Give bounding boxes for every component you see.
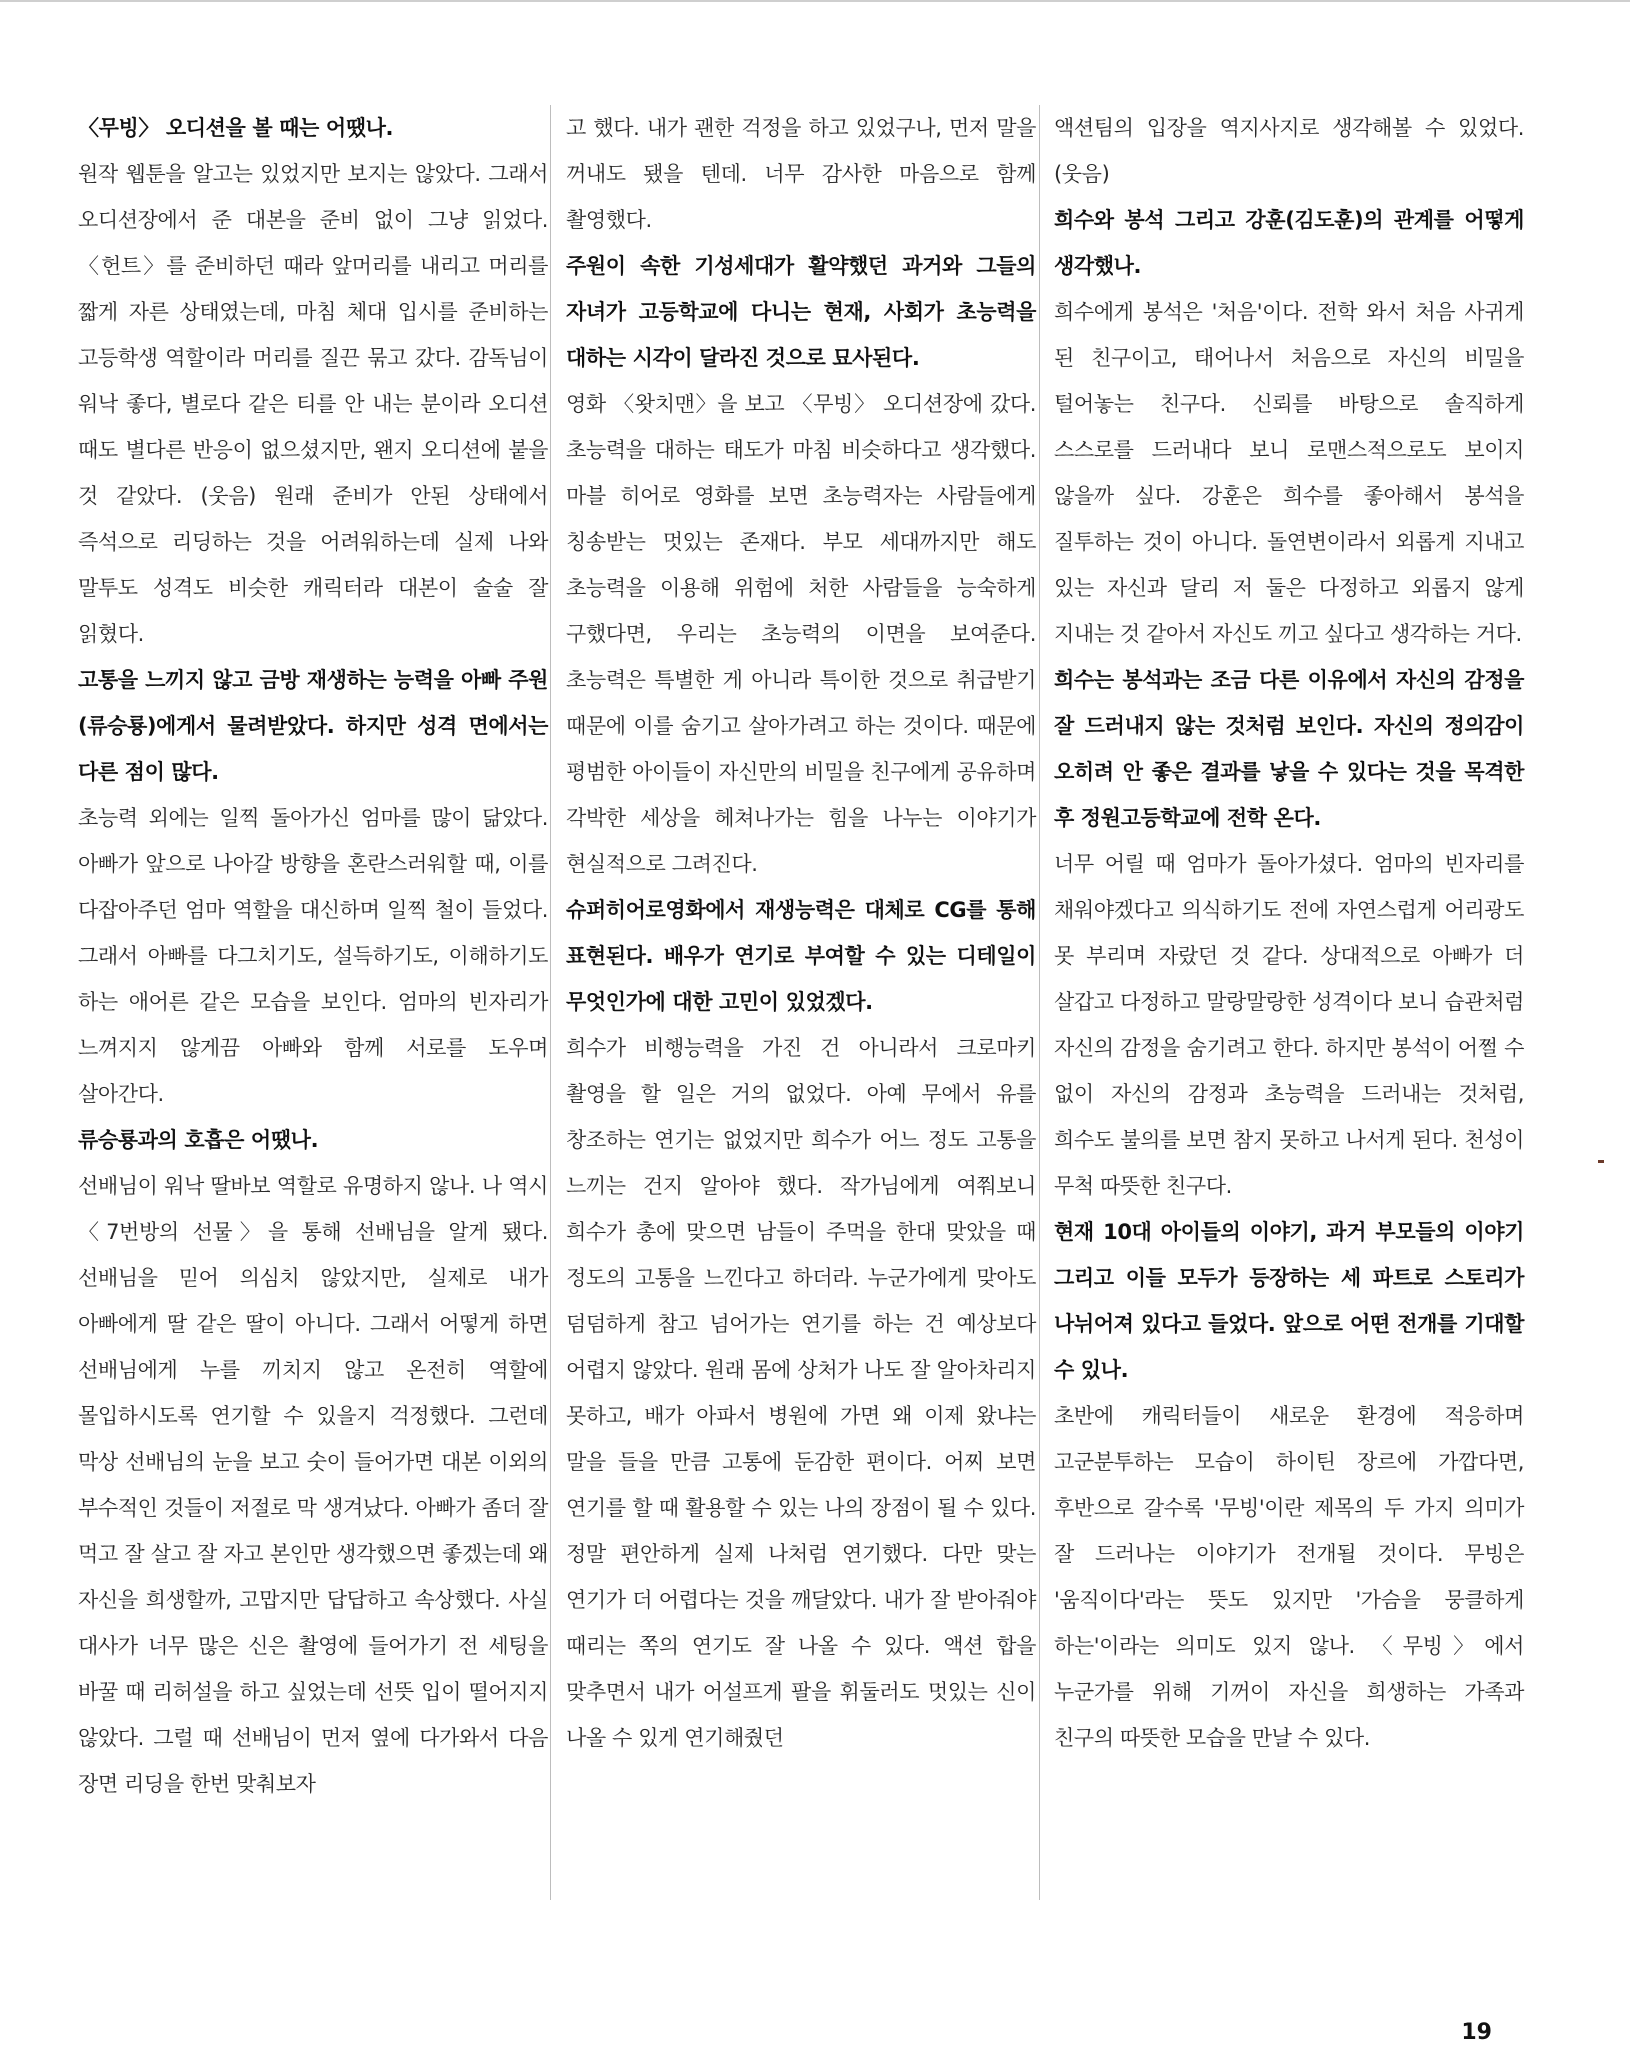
column-divider bbox=[550, 105, 551, 1900]
column-divider bbox=[1039, 105, 1040, 1900]
question-paragraph: 주원이 속한 기성세대가 활약했던 과거와 그들의 자녀가 고등학교에 다니는 현재, 사회가 초능력을 대하는 시각이 달라진 것으로 묘사된다. bbox=[566, 254, 1036, 370]
answer-paragraph: 희수에게 봉석은 '처음'이다. 전학 와서 처음 사귀게 된 친구이고, 태어나서 처음으로 자신의 비밀을 털어놓는 친구다. 신뢰를 바탕으로 솔직하게 스스로를 드러내다 보니 로맨스적으로도 보이지 않을까 싶다. 강훈은 희수를 좋아해서 봉석을 질투하는 것이 아니다. 돌연변이라서 외롭게 지내고 있는 자신과 달리 저 둘은 다정하고 외롭지 않게 지내는 것 같아서 자신도 끼고 싶다고 생각하는 거다. bbox=[1054, 300, 1524, 646]
text-column-3 bbox=[1054, 105, 1524, 1761]
question-paragraph: 류승룡과의 호흡은 어땠나. bbox=[78, 1128, 319, 1152]
answer-paragraph: 고 했다. 내가 괜한 걱정을 하고 있었구나, 먼저 말을 꺼내도 됐을 텐데. 너무 감사한 마음으로 함께 촬영했다. bbox=[566, 116, 1036, 232]
answer-paragraph: 초반에 캐릭터들이 새로운 환경에 적응하며 고군분투하는 모습이 하이틴 장르에 가깝다면, 후반으로 갈수록 '무빙'이란 제목의 두 가지 의미가 잘 드러나는 이야기가 전개될 것이다. 무빙은 '움직이다'라는 뜻도 있지만 '가슴을 뭉클하게 하는'이라는 의미도 있지 않나. 〈무빙〉에서 누군가를 위해 기꺼이 자신을 희생하는 가족과 친구의 따뜻한 모습을 만날 수 있다. bbox=[1054, 1404, 1524, 1750]
page-number: 19 bbox=[1461, 2020, 1492, 2045]
answer-paragraph: 너무 어릴 때 엄마가 돌아가셨다. 엄마의 빈자리를 채워야겠다고 의식하기도 전에 자연스럽게 어리광도 못 부리며 자랐던 것 같다. 상대적으로 아빠가 더 살갑고 다정하고 말랑말랑한 성격이다 보니 습관처럼 자신의 감정을 숨기려고 한다. 하지만 봉석이 어쩔 수 없이 자신의 감정과 초능력을 드러내는 것처럼, 희수도 불의를 보면 참지 못하고 나서게 된다. 천성이 무척 따뜻한 친구다. bbox=[1054, 852, 1524, 1198]
answer-paragraph: 액션팀의 입장을 역지사지로 생각해볼 수 있었다. (웃음) bbox=[1054, 116, 1524, 186]
question-paragraph: 희수는 봉석과는 조금 다른 이유에서 자신의 감정을 잘 드러내지 않는 것처럼 보인다. 자신의 정의감이 오히려 안 좋은 결과를 낳을 수 있다는 것을 목격한 후 정원고등학교에 전학 온다. bbox=[1054, 668, 1524, 830]
answer-paragraph: 선배님이 워낙 딸바보 역할로 유명하지 않나. 나 역시 〈7번방의 선물〉을 통해 선배님을 알게 됐다. 선배님을 믿어 의심치 않았지만, 실제로 내가 아빠에게 딸 같은 딸이 아니다. 그래서 어떻게 하면 선배님에게 누를 끼치지 않고 온전히 역할에 몰입하시도록 연기할 수 있을지 걱정했다. 그런데 막상 선배님의 눈을 보고 숫이 들어가면 대본 이외의 부수적인 것들이 저절로 막 생겨났다. 아빠가 좀더 잘 먹고 잘 살고 잘 자고 본인만 생각했으면 좋겠는데 왜 자신을 희생할까, 고맙지만 답답하고 속상했다. 사실 대사가 너무 많은 신은 촬영에 들어가기 전 세팅을 바꿀 때 리허설을 하고 싶었는데 선뜻 입이 떨어지지 않았다. 그럴 때 선배님이 먼저 옆에 다가와서 다음 장면 리딩을 한번 맞춰보자 bbox=[78, 1174, 548, 1796]
answer-paragraph: 희수가 비행능력을 가진 건 아니라서 크로마키 촬영을 할 일은 거의 없었다. 아예 무에서 유를 창조하는 연기는 없었지만 희수가 어느 정도 고통을 느끼는 건지 알아야 했다. 작가님에게 여쭤보니 희수가 총에 맞으면 남들이 주먹을 한대 맞았을 때 정도의 고통을 느낀다고 하더라. 누군가에게 맞아도 덤덤하게 참고 넘어가는 연기를 하는 건 예상보다 어렵지 않았다. 원래 몸에 상처가 나도 잘 알아차리지 못하고, 배가 아파서 병원에 가면 왜 이제 왔냐는 말을 들을 만큼 고통에 둔감한 편이다. 어찌 보면 연기를 할 때 활용할 수 있는 나의 장점이 될 수 있다. 정말 편안하게 실제 나처럼 연기했다. 다만 맞는 연기가 더 어렵다는 것을 깨달았다. 내가 잘 받아줘야 때리는 쪽의 연기도 잘 나올 수 있다. 액션 합을 맞추면서 내가 어설프게 팔을 휘둘러도 멋있는 신이 나올 수 있게 연기해줬던 bbox=[566, 1036, 1036, 1750]
question-paragraph: 슈퍼히어로영화에서 재생능력은 대체로 CG를 통해 표현된다. 배우가 연기로 부여할 수 있는 디테일이 무엇인가에 대한 고민이 있었겠다. bbox=[566, 898, 1036, 1014]
text-column-1 bbox=[78, 105, 548, 1807]
answer-paragraph: 초능력 외에는 일찍 돌아가신 엄마를 많이 닮았다. 아빠가 앞으로 나아갈 방향을 혼란스러워할 때, 이를 다잡아주던 엄마 역할을 대신하며 일찍 철이 들었다. 그래서 아빠를 다그치기도, 설득하기도, 이해하기도 하는 애어른 같은 모습을 보인다. 엄마의 빈자리가 느껴지지 않게끔 아빠와 함께 서로를 도우며 살아간다. bbox=[78, 806, 548, 1106]
question-paragraph: 희수와 봉석 그리고 강훈(김도훈)의 관계를 어떻게 생각했나. bbox=[1054, 208, 1524, 278]
answer-paragraph: 영화 〈왓치맨〉을 보고 〈무빙〉 오디션장에 갔다. 초능력을 대하는 태도가 마침 비슷하다고 생각했다. 마블 히어로 영화를 보면 초능력자는 사람들에게 칭송받는 멋있는 존재다. 부모 세대까지만 해도 초능력을 이용해 위험에 처한 사람들을 능숙하게 구했다면, 우리는 초능력의 이면을 보여준다. 초능력은 특별한 게 아니라 특이한 것으로 취급받기 때문에 이를 숨기고 살아가려고 하는 것이다. 때문에 평범한 아이들이 자신만의 비밀을 친구에게 공유하며 각박한 세상을 헤쳐나가는 힘을 나누는 이야기가 현실적으로 그려진다. bbox=[566, 392, 1036, 876]
scan-mark bbox=[1598, 1160, 1604, 1163]
scan-edge bbox=[0, 0, 1630, 10]
question-paragraph: 고통을 느끼지 않고 금방 재생하는 능력을 아빠 주원(류승룡)에게서 물려받았다. 하지만 성격 면에서는 다른 점이 많다. bbox=[78, 668, 548, 784]
question-paragraph: 〈무빙〉 오디션을 볼 때는 어땠나. bbox=[78, 116, 394, 140]
question-paragraph: 현재 10대 아이들의 이야기, 과거 부모들의 이야기 그리고 이들 모두가 등장하는 세 파트로 스토리가 나뉘어져 있다고 들었다. 앞으로 어떤 전개를 기대할 수 있나. bbox=[1054, 1220, 1524, 1382]
answer-paragraph: 원작 웹툰을 알고는 있었지만 보지는 않았다. 그래서 오디션장에서 준 대본을 준비 없이 그냥 읽었다. 〈헌트〉를 준비하던 때라 앞머리를 내리고 머리를 짧게 자른 상태였는데, 마침 체대 입시를 준비하는 고등학생 역할이라 머리를 질끈 묶고 갔다. 감독님이 워낙 좋다, 별로다 같은 티를 안 내는 분이라 오디션 때도 별다른 반응이 없으셨지만, 왠지 오디션에 붙을 것 같았다. (웃음) 원래 준비가 안된 상태에서 즉석으로 리딩하는 것을 어려워하는데 실제 나와 말투도 성격도 비슷한 캐릭터라 대본이 술술 잘 읽혔다. bbox=[78, 162, 548, 646]
text-column-2 bbox=[566, 105, 1036, 1761]
